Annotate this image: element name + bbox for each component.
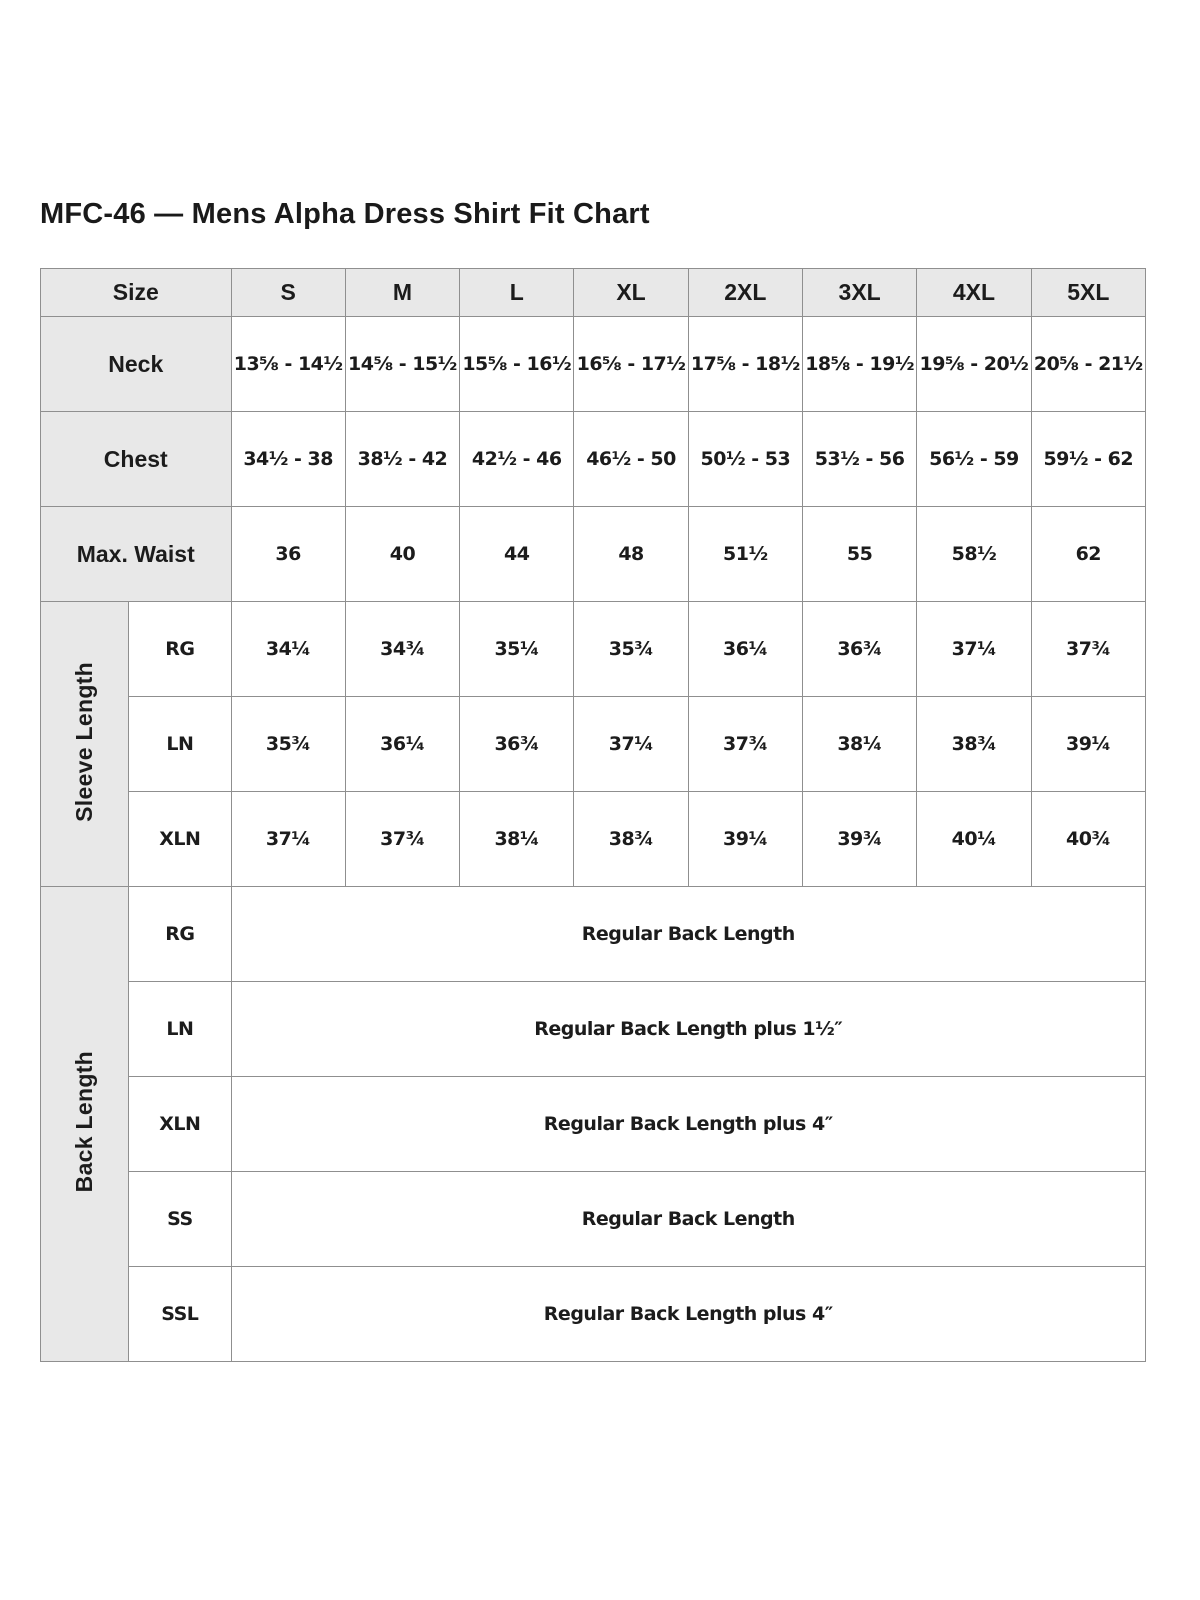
chest-value: 38½ - 42 xyxy=(345,412,459,507)
chest-value: 53½ - 56 xyxy=(802,412,916,507)
back-ss-label: SS xyxy=(129,1172,231,1267)
row-label-chest: Chest xyxy=(41,412,232,507)
sleeve-xln-value: 40¼ xyxy=(917,792,1031,887)
neck-value: 16⅝ - 17½ xyxy=(574,317,688,412)
back-ssl-label: SSL xyxy=(129,1267,231,1362)
fit-chart-table xyxy=(40,268,1146,1362)
chest-value: 59½ - 62 xyxy=(1031,412,1145,507)
header-size-s: S xyxy=(231,269,345,317)
neck-value: 17⅝ - 18½ xyxy=(688,317,802,412)
page-title: MFC-46 — Mens Alpha Dress Shirt Fit Chart xyxy=(40,198,650,230)
sleeve-xln-value: 40¾ xyxy=(1031,792,1145,887)
sleeve-xln-value: 38¾ xyxy=(574,792,688,887)
neck-value: 19⅝ - 20½ xyxy=(917,317,1031,412)
max-waist-value: 58½ xyxy=(917,507,1031,602)
header-size-label: Size xyxy=(41,269,232,317)
header-size-3xl: 3XL xyxy=(802,269,916,317)
neck-value: 13⅝ - 14½ xyxy=(231,317,345,412)
sleeve-rg-value: 34¼ xyxy=(231,602,345,697)
chest-value: 46½ - 50 xyxy=(574,412,688,507)
back-xln-value: Regular Back Length plus 4″ xyxy=(231,1077,1146,1172)
header-size-5xl: 5XL xyxy=(1031,269,1145,317)
sleeve-xln-value: 37¾ xyxy=(345,792,459,887)
sleeve-length-label: Sleeve Length xyxy=(71,661,98,822)
sleeve-xln-value: 38¼ xyxy=(460,792,574,887)
sleeve-rg-label: RG xyxy=(129,602,231,697)
sleeve-rg-value: 36¼ xyxy=(688,602,802,697)
back-rg-value: Regular Back Length xyxy=(231,887,1146,982)
back-ssl-row xyxy=(41,1267,1146,1362)
neck-value: 15⅝ - 16½ xyxy=(460,317,574,412)
sleeve-xln-value: 39¾ xyxy=(802,792,916,887)
header-size-2xl: 2XL xyxy=(688,269,802,317)
sleeve-ln-row xyxy=(41,697,1146,792)
back-ln-label: LN xyxy=(129,982,231,1077)
max-waist-value: 62 xyxy=(1031,507,1145,602)
chest-value: 42½ - 46 xyxy=(460,412,574,507)
sleeve-ln-value: 36¼ xyxy=(345,697,459,792)
back-xln-row xyxy=(41,1077,1146,1172)
sleeve-ln-value: 38¾ xyxy=(917,697,1031,792)
header-size-4xl: 4XL xyxy=(917,269,1031,317)
header-size-l: L xyxy=(460,269,574,317)
header-size-xl: XL xyxy=(574,269,688,317)
max-waist-row xyxy=(41,507,1146,602)
sleeve-rg-value: 35¼ xyxy=(460,602,574,697)
back-ssl-value: Regular Back Length plus 4″ xyxy=(231,1267,1146,1362)
max-waist-value: 48 xyxy=(574,507,688,602)
sleeve-ln-value: 35¾ xyxy=(231,697,345,792)
chest-row xyxy=(41,412,1146,507)
row-label-max-waist: Max. Waist xyxy=(41,507,232,602)
back-ln-value: Regular Back Length plus 1½″ xyxy=(231,982,1146,1077)
max-waist-value: 36 xyxy=(231,507,345,602)
max-waist-value: 55 xyxy=(802,507,916,602)
sleeve-rg-value: 35¾ xyxy=(574,602,688,697)
sleeve-ln-value: 37¾ xyxy=(688,697,802,792)
section-back-length xyxy=(41,887,129,1362)
back-ln-row xyxy=(41,982,1146,1077)
header-row xyxy=(41,269,1146,317)
back-rg-label: RG xyxy=(129,887,231,982)
neck-row xyxy=(41,317,1146,412)
sleeve-ln-label: LN xyxy=(129,697,231,792)
sleeve-ln-value: 37¼ xyxy=(574,697,688,792)
sleeve-ln-value: 36¾ xyxy=(460,697,574,792)
chest-value: 34½ - 38 xyxy=(231,412,345,507)
back-ss-row xyxy=(41,1172,1146,1267)
max-waist-value: 51½ xyxy=(688,507,802,602)
neck-value: 14⅝ - 15½ xyxy=(345,317,459,412)
back-ss-value: Regular Back Length xyxy=(231,1172,1146,1267)
sleeve-rg-value: 36¾ xyxy=(802,602,916,697)
chest-value: 50½ - 53 xyxy=(688,412,802,507)
sleeve-xln-value: 37¼ xyxy=(231,792,345,887)
sleeve-xln-value: 39¼ xyxy=(688,792,802,887)
row-label-neck: Neck xyxy=(41,317,232,412)
sleeve-rg-row xyxy=(41,602,1146,697)
max-waist-value: 44 xyxy=(460,507,574,602)
max-waist-value: 40 xyxy=(345,507,459,602)
section-sleeve-length xyxy=(41,602,129,887)
header-size-m: M xyxy=(345,269,459,317)
sleeve-rg-value: 37¾ xyxy=(1031,602,1145,697)
back-length-label: Back Length xyxy=(71,1050,98,1193)
sleeve-ln-value: 38¼ xyxy=(802,697,916,792)
neck-value: 18⅝ - 19½ xyxy=(802,317,916,412)
back-xln-label: XLN xyxy=(129,1077,231,1172)
sleeve-xln-label: XLN xyxy=(129,792,231,887)
neck-value: 20⅝ - 21½ xyxy=(1031,317,1145,412)
back-rg-row xyxy=(41,887,1146,982)
sleeve-rg-value: 37¼ xyxy=(917,602,1031,697)
sleeve-ln-value: 39¼ xyxy=(1031,697,1145,792)
sleeve-rg-value: 34¾ xyxy=(345,602,459,697)
chest-value: 56½ - 59 xyxy=(917,412,1031,507)
sleeve-xln-row xyxy=(41,792,1146,887)
